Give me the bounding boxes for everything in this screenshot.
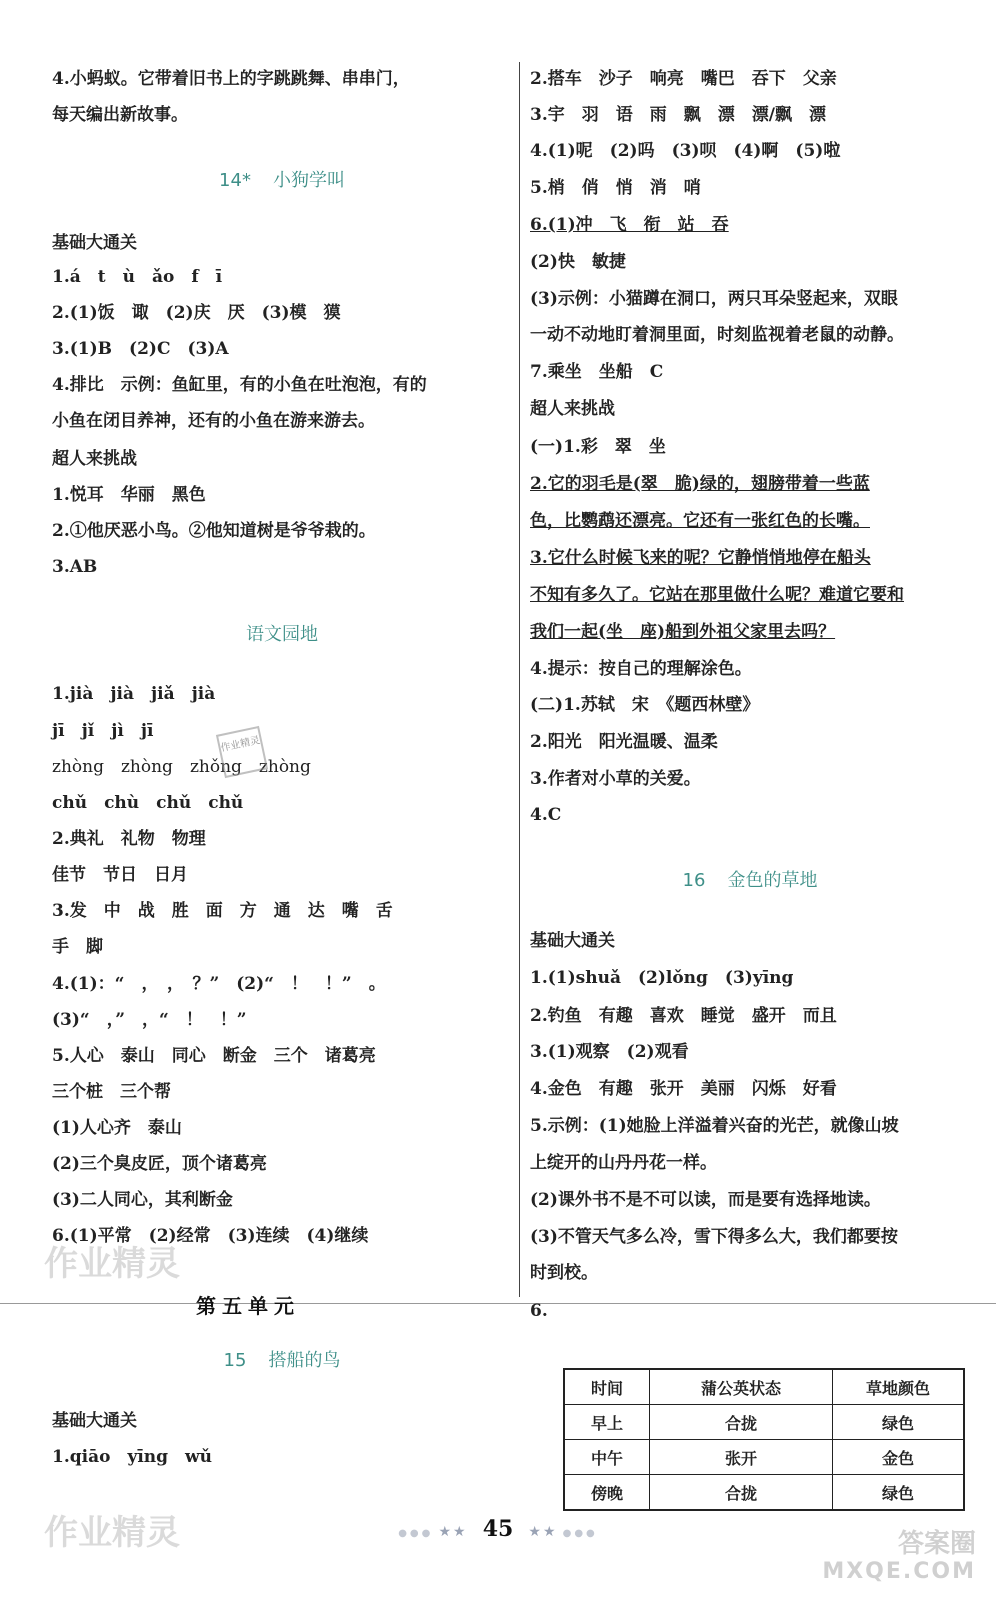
answer-line: 上绽开的山丹丹花一样。	[530, 1153, 717, 1173]
lesson-16-title	[630, 866, 870, 892]
watermark-stamp: 作业精灵	[216, 726, 268, 778]
lesson-number: 15	[223, 1350, 247, 1371]
section-heading: 基础大通关	[52, 233, 137, 253]
page-number: 45	[482, 1516, 514, 1542]
answer-line: (二)1.苏轼 宋 《题西林壁》	[530, 695, 760, 715]
lesson-name: 金色的草地	[727, 870, 818, 891]
answer-line: (2)快 敏捷	[530, 252, 626, 272]
table-header: 时间	[564, 1369, 650, 1405]
answer-line: (3)二人同心，其利断金	[52, 1190, 233, 1210]
answer-line: 每天编出新故事。	[52, 105, 188, 125]
answer-line: zhòng zhòng zhǒng zhòng	[52, 757, 311, 777]
answer-line: 1.á t ù ǎo f ī	[52, 267, 223, 287]
unit-5-heading: 第五单元	[196, 1294, 300, 1318]
answer-line: 手 脚	[52, 937, 103, 957]
answer-line: 4.小蚂蚁。它带着旧书上的字跳跳舞、串串门，	[52, 69, 410, 89]
answer-line: (2)三个臭皮匠，顶个诸葛亮	[52, 1154, 267, 1174]
logo-text: 答案圈	[897, 1529, 976, 1559]
answer-line: jī jǐ jì jī	[52, 721, 154, 741]
table-row	[564, 1405, 964, 1440]
answer-line: 4.排比 示例：鱼缸里，有的小鱼在吐泡泡，有的	[52, 375, 427, 395]
answer-line: 5.人心 泰山 同心 断金 三个 诸葛亮	[52, 1046, 376, 1066]
answer-line: 3.它什么时候飞来的呢？它静悄悄地停在船头	[530, 548, 871, 568]
table-cell: 合拢	[650, 1405, 833, 1440]
answer-line: 3.(1)观察 (2)观看	[530, 1042, 689, 1062]
unit-divider-line	[0, 1303, 996, 1304]
star-icon: ★★	[528, 1524, 558, 1540]
garden-title: 语文园地	[246, 624, 318, 645]
answer-line: 6.(1)冲 飞 衔 站 吞	[530, 215, 729, 235]
lesson-number: 14*	[219, 170, 251, 191]
table-cell: 绿色	[833, 1405, 965, 1440]
table-row	[564, 1440, 964, 1475]
answer-line: 我们一起(坐 座)船到外祖父家里去吗？	[530, 622, 836, 642]
table-header-row	[564, 1369, 964, 1405]
table-cell: 张开	[650, 1440, 833, 1475]
table-header: 草地颜色	[833, 1369, 965, 1405]
answer-line: 3.作者对小草的关爱。	[530, 769, 701, 789]
answer-line: (3)不管天气多么冷，雪下得多么大，我们都要按	[530, 1227, 898, 1247]
star-icon: ★★	[438, 1524, 468, 1540]
answer-line: 2.(1)饭 诹 (2)庆 厌 (3)模 獏	[52, 303, 341, 323]
answer-line: 2.典礼 礼物 物理	[52, 829, 206, 849]
answer-line: 3.宇 羽 语 雨 飘 漂 漂/飘 漂	[530, 105, 826, 125]
answer-line: 1.qiāo yīng wǔ	[52, 1447, 213, 1467]
answer-line: 3.发 中 战 胜 面 方 通 达 嘴 舌	[52, 901, 393, 921]
answer-line: 小鱼在闭目养神，还有的小鱼在游来游去。	[52, 411, 375, 431]
section-heading: 超人来挑战	[530, 399, 615, 419]
table-cell: 金色	[833, 1440, 965, 1475]
footer-dots: ●●●	[562, 1528, 598, 1539]
answer-line: 1.(1)shuǎ (2)lǒng (3)yīng	[530, 968, 794, 988]
lesson-number: 16	[682, 870, 706, 891]
logo-url: MXQE.COM	[822, 1559, 976, 1584]
table-row	[564, 1475, 964, 1511]
page-footer	[0, 1516, 996, 1542]
answer-line: 三个桩 三个帮	[52, 1082, 171, 1102]
footer-dots: ●●●	[398, 1528, 434, 1539]
dandelion-table	[563, 1368, 965, 1511]
answer-line: 5.梢 俏 悄 消 哨	[530, 178, 701, 198]
table-cell: 中午	[564, 1440, 650, 1475]
lesson-15-title	[172, 1346, 392, 1372]
answer-line: 4.提示：按自己的理解涂色。	[530, 659, 752, 679]
answer-line: (1)人心齐 泰山	[52, 1118, 182, 1138]
answer-line: 6.	[530, 1301, 548, 1321]
answer-line: 2.阳光 阳光温暖、温柔	[530, 732, 718, 752]
lesson-14-title	[172, 166, 392, 192]
section-heading: 基础大通关	[530, 931, 615, 951]
watermark-text: 作业精灵	[44, 1513, 180, 1553]
answer-line: (2)课外书不是不可以读，而是要有选择地读。	[530, 1190, 881, 1210]
table-cell: 绿色	[833, 1475, 965, 1511]
answer-line: 4.C	[530, 805, 562, 825]
answer-line: 4.(1)：“ ， ， ？” (2)“ ！ ！” 。	[52, 974, 386, 994]
answer-line: 不知有多久了。它站在那里做什么呢？难道它要和	[530, 585, 904, 605]
answer-line: (3)示例：小猫蹲在洞口，两只耳朵竖起来，双眼	[530, 289, 898, 309]
answer-line: 6.(1)平常 (2)经常 (3)连续 (4)继续	[52, 1226, 369, 1246]
answer-line: 4.金色 有趣 张开 美丽 闪烁 好看	[530, 1079, 837, 1099]
answer-line: 3.AB	[52, 557, 98, 577]
lesson-name: 搭船的鸟	[268, 1350, 341, 1371]
table-cell: 早上	[564, 1405, 650, 1440]
answer-line: 1.悦耳 华丽 黑色	[52, 485, 206, 505]
answer-line: 2.搭车 沙子 响亮 嘴巴 吞下 父亲	[530, 69, 837, 89]
table-cell: 合拢	[650, 1475, 833, 1511]
lesson-name: 小狗学叫	[272, 170, 345, 191]
section-heading: 基础大通关	[52, 1411, 137, 1431]
answer-line: 时到校。	[530, 1263, 598, 1283]
answer-line: 2.①他厌恶小鸟。②他知道树是爷爷栽的。	[52, 521, 376, 541]
answer-line: 3.(1)B (2)C (3)A	[52, 339, 229, 359]
answer-line: 一动不动地盯着洞里面，时刻监视着老鼠的动静。	[530, 325, 904, 345]
answer-line: 2.它的羽毛是(翠 脆)绿的，翅膀带着一些蓝	[530, 474, 870, 494]
answer-line: chǔ chù chǔ chǔ	[52, 793, 244, 813]
answer-line: (3)“ ，” ，“ ！ ！”	[52, 1010, 247, 1030]
column-divider	[519, 62, 520, 1297]
answer-line: 色，比鹦鹉还漂亮。它还有一张红色的长嘴。	[530, 511, 870, 531]
answer-line: 2.钓鱼 有趣 喜欢 睡觉 盛开 而且	[530, 1006, 837, 1026]
answer-line: 1.jià jià jiǎ jià	[52, 684, 216, 704]
table-header: 蒲公英状态	[650, 1369, 833, 1405]
table-cell: 傍晚	[564, 1475, 650, 1511]
answer-line: (一)1.彩 翠 坐	[530, 437, 666, 457]
answer-line: 4.(1)呢 (2)吗 (3)呗 (4)啊 (5)啦	[530, 141, 841, 161]
answer-line: 5.示例：(1)她脸上洋溢着兴奋的光芒，就像山坡	[530, 1116, 899, 1136]
section-heading: 超人来挑战	[52, 449, 137, 469]
answer-line: 佳节 节日 日月	[52, 865, 188, 885]
answer-line: 7.乘坐 坐船 C	[530, 362, 664, 382]
watermark-text: 作业精灵	[44, 1244, 180, 1284]
